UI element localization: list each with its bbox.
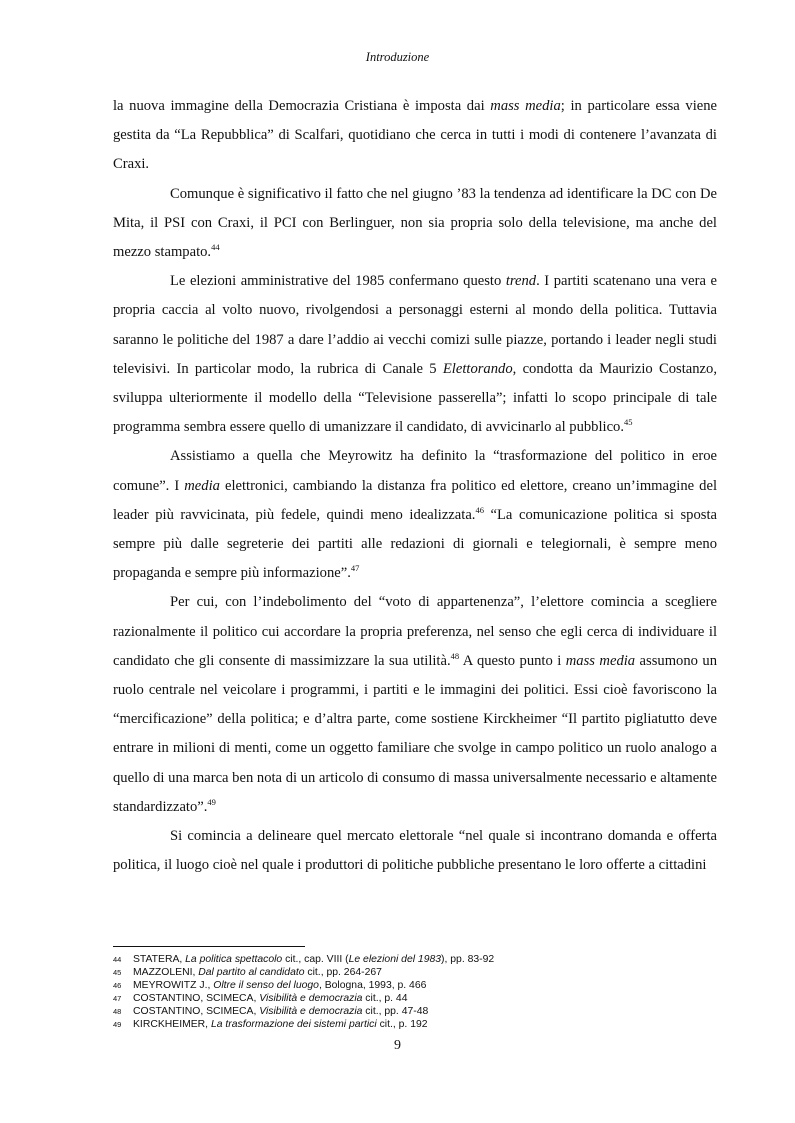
footnote-49: 49 KIRCKHEIMER, La trasformazione dei sistemi partici cit., p. 192	[113, 1019, 428, 1030]
paragraph-4: Assistiamo a quella che Meyrowitz ha definito la “trasformazione del politico in eroe comune”. I media elettronici, cambiando la distanza fra politico ed elettore, creano un’immagine del leader più ravvicinata, più fedele, quindi meno idealizzata.$^{46}$ “La comunicazione politica si sposta sempre più dalle segreterie dei partiti alle redazioni di giornali e telegiornali, è sempre meno propaganda e sempre più informazione”.$^{47}$	[113, 448, 717, 582]
running-header: Introduzione	[365, 50, 430, 64]
footnote-ref[interactable]: 45	[624, 417, 633, 428]
footnote-47: 47 COSTANTINO, SCIMECA, Visibilità e democrazia cit., p. 44	[113, 993, 408, 1004]
footnote-separator	[113, 946, 305, 947]
paragraph-5: Per cui, con l’indebolimento del “voto di appartenenza”, l’elettore comincia a scegliere razionalmente il politico cui accordare la propria preferenza, nel senso che egli cerca di individuare il candidato che gli consente di massimizzare la sua utilità.$^{48}$ A questo punto i mass media assumono un ruolo centrale nel veicolare i programmi, i partiti e le immagini dei politici. Essi cioè favoriscono la “mercificazione” della politica; e d’altra parte, come sostiene Kirckheimer “Il partito pigliatutto deve entrare in milioni di menti, come un oggetto familiare che svolge in campo politico un ruolo analogo a quello di una marca ben nota di un articolo di consumo di massa universalmente necessario e altamente standardizzato”.$^{49}$	[113, 594, 717, 815]
body-text	[113, 92, 717, 880]
footnote-46: 46 MEYROWITZ J., Oltre il senso del luogo, Bologna, 1993, p. 466	[113, 980, 427, 991]
footnote-45: 45 MAZZOLENI, Dal partito al candidato cit., pp. 264-267	[113, 967, 382, 978]
paragraph-1: la nuova immagine della Democrazia Cristiana è imposta dai mass media; in particolare essa viene gestita da “La Repubblica” di Scalfari, quotidiano che cerca in tutti i modi di contenere l’avanzata di Craxi.	[113, 98, 718, 173]
paragraph-2: Comunque è significativo il fatto che nel giugno ’83 la tendenza ad identificare la DC con De Mita, il PSI con Craxi, il PCI con Berlinguer, non sia propria solo della televisione, ma anche del mezzo stampato.$^{44}$	[113, 185, 717, 261]
footnote-ref[interactable]: 49	[207, 796, 216, 807]
paragraph-3: Le elezioni amministrative del 1985 confermano questo trend. I partiti scatenano una vera e propria caccia al volto nuovo, rivolgendosi a personaggi esterni al mondo della politica. Tuttavia saranno le politiche del 1987 a dare l’addio ai vecchi comizi sulle piazze, portando i leader negli studi televisivi. In particolar modo, la rubrica di Canale 5 Elettorando, condotta da Maurizio Costanzo, sviluppa ulteriormente il modello della “Televisione passerella”; infatti lo scopo principale di tale programma sembra essere quello di umanizzare il candidato, di avvicinarlo al pubblico.$^{45}$	[113, 273, 717, 436]
paragraph-6: Si comincia a delineare quel mercato elettorale “nel quale si incontrano domanda e offerta politica, il luogo cioè nel quale i produttori di politiche pubbliche presentano le loro offerte a cittadini	[113, 828, 717, 874]
footnote-44: 44 STATERA, La politica spettacolo cit., cap. VIII (Le elezioni del 1983), pp. 83-92	[113, 954, 495, 965]
footnotes	[113, 953, 717, 1031]
footnote-ref[interactable]: 46	[475, 504, 484, 515]
footnote-48: 48 COSTANTINO, SCIMECA, Visibilità e democrazia cit., pp. 47-48	[113, 1006, 429, 1017]
footnote-ref[interactable]: 47	[350, 563, 360, 574]
page-number: 9	[394, 1038, 401, 1053]
footnote-ref[interactable]: 44	[211, 242, 220, 253]
footnote-ref[interactable]: 48	[450, 650, 460, 661]
